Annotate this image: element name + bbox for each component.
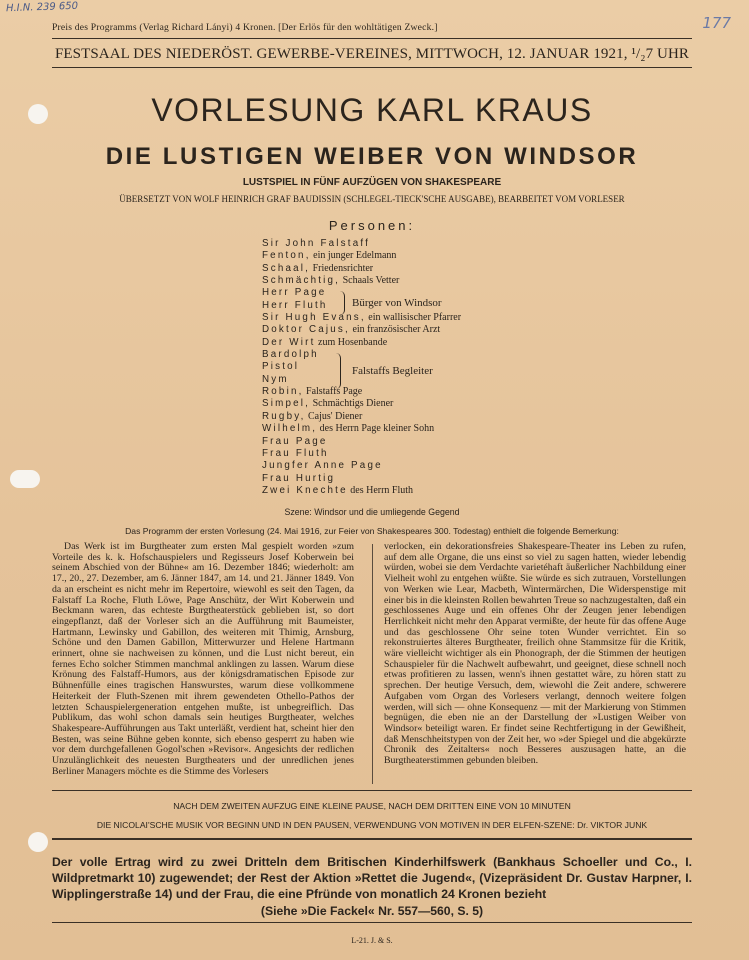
essay-column-left (52, 542, 354, 777)
punch-hole (28, 104, 48, 124)
cast-item: Rugby, Cajus' Diener (262, 410, 363, 422)
divider (52, 67, 692, 68)
punch-hole (10, 470, 40, 488)
proceeds-note (52, 854, 692, 919)
cast-item: Doktor Cajus, ein französischer Arzt (262, 324, 441, 336)
essay-paragraph: Das Werk ist im Burgtheater zum ersten Mal gespielt worden »zum Vorteile des k. k. Hofschauspielers und Regisseurs Josef Koberwein bei seinem Abschied von der Bühne« am 16. Dezember 1846; wiederholt: am 17., 20., 27. Dezember, am 6. Jänner 1847, am 14. und 21. Jänner 1849. Von da an erscheint es nicht mehr im Repertoire, wiewohl es seit den Tagen, da Falstaff La Roche, Fluth Löwe, Page Anschütz, der Wirt Koberwein und Beckmann waren, das echteste Burgtheaterstück geblieben ist, so dort eingepflanzt, daß der Vorleser sich an die Aufführung mit Baumeister, Hartmann, Lewinsky und Gabillon, des weiteren mit Thimig, Arnsburg, Schöne und den Damen Gabillon, Mitterwurzer und Helene Hartmann erinnert, ohne sie nachweisen zu können, und die Lust nicht bereut, ein fernes Echo solcher Stimmen manchmal anklingen zu lassen. Warum diese Krönung des Falstaff-Humors, aus der königsdramatischen Episode zur Bühnenfülle eines tragischen Hanswurstes, warum diese vollkommene Heiterkeit der Fluth-Szenen mit ihrem gewendeten Othello-Pathos der letzten Schauspielergeneration entgehen mußte, ist unbegreiflich. Das Publikum, das wohl schon damals sein heutiges Burgtheater, welches Shakespeare-Aufführungen aus Takt unterläßt, verdient hat, scheint hier den Besten, was seine Bühne geben konnte, sich ebenso gesperrt zu haben wie vor dem durchgefallenen Gogol'schen »Revisor«. Angesichts der redlichen Unzulänglichkeit des neuesten Burgtheaters und der unredlichen jenes Berliner Managers möchte es die Stimme des Vorlesers (52, 541, 354, 777)
cast-item: Nym (262, 373, 289, 385)
play-subtitle: LUSTSPIEL IN FÜNF AUFZÜGEN VON SHAKESPEARE (242, 177, 502, 188)
cast-item: Herr Page (262, 287, 327, 299)
cast-item: Herr Fluth (262, 299, 328, 311)
program-intro: Das Programm der ersten Vorlesung (24. Mai 1916, zur Feier von Shakespeares 300. Todestag) enthielt die folgende Bemerkung: (125, 526, 619, 536)
bracket-label-windsor: Bürger von Windsor (352, 297, 442, 309)
divider (52, 838, 692, 840)
bracket-label-falstaff: Falstaffs Begleiter (352, 365, 433, 377)
cast-item: Sir Hugh Evans, ein wallisischer Pfarrer (262, 312, 462, 324)
scene-line: Szene: Windsor und die umliegende Gegend (284, 507, 460, 517)
cast-item: Robin, Falstaffs Page (262, 386, 363, 398)
cast-item: Schmächtig, Schaals Vetter (262, 275, 400, 287)
page-number: 177 (702, 14, 731, 32)
proceeds-reference: (Siehe »Die Fackel« Nr. 557—560, S. 5) (260, 903, 484, 918)
essay-paragraph: verlocken, ein dekorationsfreies Shakespeare-Theater ins Leben zu rufen, auf dem alle Organe, die uns einst so viel zu sagen hatten, wieder lebendig würden, wobei sie dem Verdachte varietéhaft äußerlicher Nachbildung einer Vielheit wohl zu entgehen wüßte. Sie würde es sich zutrauen, Vorstellungen von Werken wie Lear, Macbeth, Wintermärchen, Die Widerspenstige mit einer bis in die kleinsten Rollen bewahrten Treue so nachzugestalten, daß ein geschlossenes Auge und ein offenes Ohr der Zeugen jener lebendigen Herrlichkeit nicht mehr den Apparat vermißte, der heute für das offene Auge und das geschlossene Ohr seine toten Wunder verrichtet. Ein so rekonstruiertes älteres Burgtheater, freilich ohne Stammsitze für die Kritik, wäre vielleicht wichtiger als ein Phonograph, der die Stimmen der heutigen Schauspieler für die Nachwelt aufbewahrt, und geeignet, diese schnell noch etwas profitieren zu lassen, wenn's ihnen gestattet wäre, zu hören statt zu sprechen. Der heutige Versuch, dem, wiewohl die Zeit andere, schwerere Aufgaben vom Organ des Vorlesers verlangt, dennoch weitere folgen werden, will sich — ohne Konsequenz — mit der Markierung von Stimmen begnügen, die eben nie an der Darstellung der »Lustigen Weiber von Windsor« beteiligt waren. Er findet seine Rechtfertigung in der Gewißheit, daß Menschheitstypen von der Zeit her, wo »der Spiegel und die abgekürzte Chronik des Zeitalters« noch Besseres auszusagen hatte, an die Burgtheaterstimmen gebunden bleiben. (384, 541, 686, 767)
archive-mark: H.I.N. 239 650 (5, 0, 79, 15)
play-title: DIE LUSTIGEN WEIBER VON WINDSOR (105, 143, 639, 170)
essay-column-right (384, 542, 686, 767)
price-line: Preis des Programms (Verlag Richard Lányi) 4 Kronen. [Der Erlös für den wohltätigen Zweck.] (52, 22, 438, 33)
cast-heading: Personen: (328, 218, 416, 233)
cast-item: Sir John Falstaff (262, 238, 371, 249)
music-note: DIE NICOLAI'SCHE MUSIK VOR BEGINN UND IN DEN PAUSEN, VERWENDUNG VON MOTIVEN IN DER ELFEN-SZENE: Dr. VIKTOR JUNK (96, 820, 648, 830)
cast-item: Jungfer Anne Page (262, 460, 383, 472)
divider (52, 38, 692, 39)
brace-bracket (340, 291, 345, 315)
cast-item: Pistol (262, 361, 300, 373)
printer-mark: L-21. J. & S. (351, 936, 393, 945)
column-divider (372, 544, 373, 784)
page-title: VORLESUNG KARL KRAUS (151, 92, 593, 128)
pause-note: NACH DEM ZWEITEN AUFZUG EINE KLEINE PAUSE, NACH DEM DRITTEN EINE VON 10 MINUTEN (173, 801, 571, 811)
proceeds-text: Der volle Ertrag wird zu zwei Dritteln dem Britischen Kinderhilfswerk (Bankhaus Schoeller und Co., I. Wildpretmarkt 10) zugewendet; der Rest der Aktion »Rettet die Jugend«, (Vizepräsident Dr. Gustav Harpner, I. Wipplingerstraße 14) und der Frau, die eine Pfründe von monatlich 24 Kronen bezieht (52, 855, 692, 902)
divider (52, 790, 692, 791)
venue-line: FESTSAAL DES NIEDERÖST. GEWERBE-VEREINES, MITTWOCH, 12. JANUAR 1921, ¹/₂7 UHR (54, 46, 690, 62)
punch-hole (28, 832, 48, 852)
cast-item: Schaal, Friedensrichter (262, 262, 374, 274)
cast-item: Zwei Knechte des Herrn Fluth (262, 484, 414, 496)
cast-item: Wilhelm, des Herrn Page kleiner Sohn (262, 423, 435, 435)
cast-item: Frau Page (262, 435, 328, 447)
translation-note: ÜBERSETZT VON WOLF HEINRICH GRAF BAUDISSIN (SCHLEGEL-TIECK'SCHE AUSGABE), BEARBEITET VOM VORLESER (119, 194, 625, 204)
cast-item: Der Wirt zum Hosenbande (262, 336, 388, 348)
cast-item: Frau Fluth (262, 447, 329, 459)
divider (52, 922, 692, 923)
brace-bracket (336, 353, 341, 389)
cast-item: Frau Hurtig (262, 472, 336, 484)
cast-item: Simpel, Schmächtigs Diener (262, 398, 394, 410)
cast-item: Fenton, ein junger Edelmann (262, 250, 397, 262)
cast-item: Bardolph (262, 349, 319, 361)
